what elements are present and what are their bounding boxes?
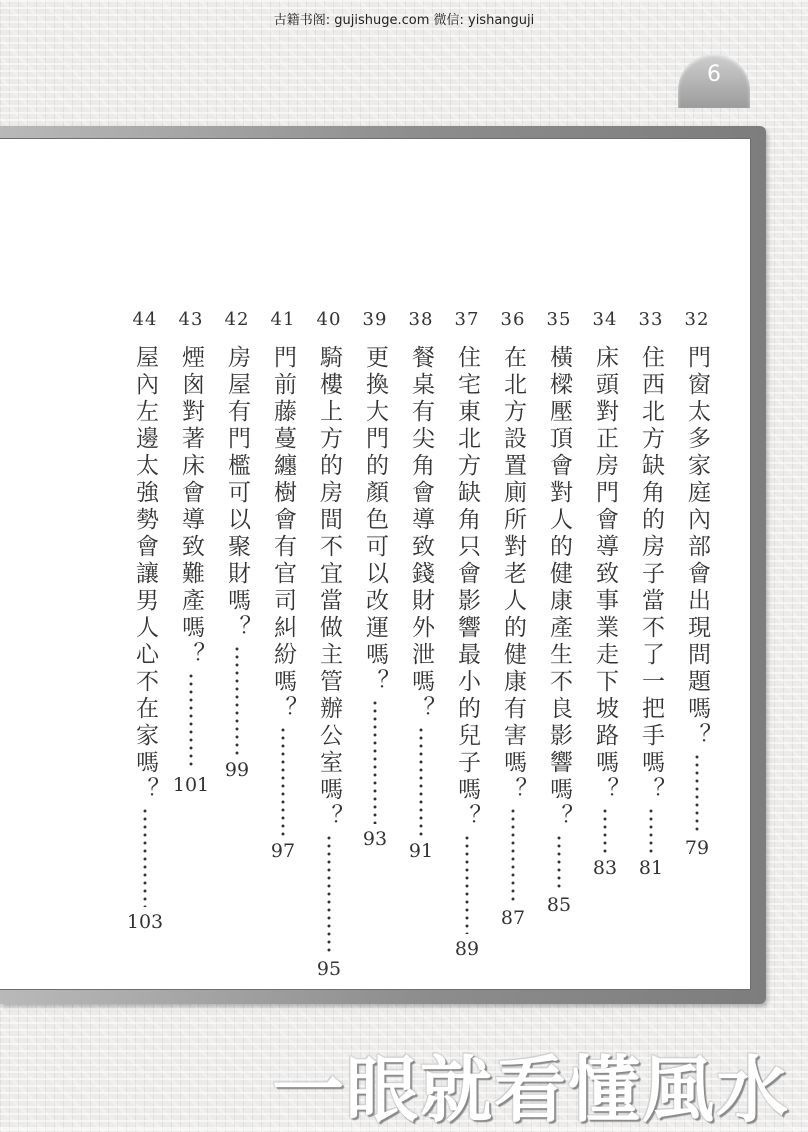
toc-entry-36 xyxy=(495,309,531,929)
toc-entry-page: 103 xyxy=(126,911,164,933)
toc-entry-page: 79 xyxy=(684,837,710,859)
toc-entry-title: 門窗太多家庭內部會出現問題嗎？ xyxy=(684,345,710,750)
toc-leader-dots xyxy=(143,807,147,907)
toc-entry-page: 81 xyxy=(638,857,664,879)
toc-entry-number: 41 xyxy=(270,309,296,330)
toc-entry-title: 門前藤蔓纏樹會有官司糾紛嗎？ xyxy=(270,345,296,723)
toc-entry-44 xyxy=(127,309,163,933)
toc-entry-35 xyxy=(541,309,577,916)
toc-entry-number: 36 xyxy=(500,309,526,330)
toc-entry-number: 38 xyxy=(408,309,434,330)
toc-leader-dots xyxy=(327,834,331,954)
toc-leader-dots xyxy=(695,753,699,833)
toc-entry-page: 93 xyxy=(362,828,388,850)
toc-entry-title: 住宅東北方缺角只會影響最小的兒子嗎？ xyxy=(454,345,480,831)
toc-leader-dots xyxy=(281,726,285,836)
toc-leader-dots xyxy=(373,699,377,824)
book-title: 一眼就看懂風水 xyxy=(272,1047,791,1132)
toc-entry-page: 89 xyxy=(454,938,480,960)
toc-panel xyxy=(0,138,751,990)
toc-leader-dots xyxy=(603,807,607,853)
toc-leader-dots xyxy=(649,807,653,853)
toc-entry-title: 屋內左邊太強勢會讓男人心不在家嗎？ xyxy=(132,345,158,804)
toc-entry-title: 更換大門的顏色可以改運嗎？ xyxy=(362,345,388,696)
toc-entry-title: 騎樓上方的房間不宜當做主管辦公室嗎？ xyxy=(316,345,342,831)
toc-entry-34 xyxy=(587,309,623,879)
page-number: 6 xyxy=(707,62,721,87)
toc-entry-40 xyxy=(311,309,347,980)
toc-entry-page: 101 xyxy=(172,774,210,796)
toc-leader-dots xyxy=(465,834,469,934)
toc-entry-number: 34 xyxy=(592,309,618,330)
toc-entry-38 xyxy=(403,309,439,862)
toc-entry-page: 83 xyxy=(592,857,618,879)
content-frame xyxy=(0,126,766,1004)
toc-entry-page: 95 xyxy=(316,958,342,980)
toc-entry-title: 在北方設置廁所對老人的健康有害嗎？ xyxy=(500,345,526,804)
toc-entry-32 xyxy=(679,309,715,859)
toc-entry-title: 餐桌有尖角會導致錢財外泄嗎？ xyxy=(408,345,434,723)
toc-entry-title: 煙囪對著床會導致難產嗎？ xyxy=(178,345,204,669)
toc-leader-dots xyxy=(189,672,193,770)
toc-leader-dots xyxy=(511,807,515,903)
toc-entry-number: 33 xyxy=(638,309,664,330)
toc-entry-page: 97 xyxy=(270,840,296,862)
toc-entry-title: 橫樑壓頂會對人的健康產生不良影響嗎？ xyxy=(546,345,572,831)
toc-entry-37 xyxy=(449,309,485,960)
toc-entry-number: 43 xyxy=(178,309,204,330)
toc-entry-42 xyxy=(219,309,255,781)
toc-leader-dots xyxy=(557,834,561,890)
toc-entry-33 xyxy=(633,309,669,879)
watermark-text: 古籍书阁: gujishuge.com 微信: yishanguji xyxy=(273,13,535,28)
toc-leader-dots xyxy=(419,726,423,836)
toc-entry-number: 37 xyxy=(454,309,480,330)
toc-entry-43 xyxy=(173,309,209,796)
toc-entry-number: 32 xyxy=(684,309,710,330)
toc-entry-page: 87 xyxy=(500,907,526,929)
toc-entry-41 xyxy=(265,309,301,862)
toc-entry-title: 房屋有門檻可以聚財嗎？ xyxy=(224,345,250,642)
toc-entry-number: 42 xyxy=(224,309,250,330)
toc-entry-39 xyxy=(357,309,393,850)
toc-entry-title: 住西北方缺角的房子當不了一把手嗎？ xyxy=(638,345,664,804)
toc-entry-number: 39 xyxy=(362,309,388,330)
toc-entry-number: 35 xyxy=(546,309,572,330)
toc-entry-page: 85 xyxy=(546,894,572,916)
toc-entry-number: 40 xyxy=(316,309,342,330)
toc-leader-dots xyxy=(235,645,239,755)
toc-entry-title: 床頭對正房門會導致事業走下坡路嗎？ xyxy=(592,345,618,804)
toc-entry-page: 91 xyxy=(408,840,434,862)
page-number-tab xyxy=(678,54,750,108)
toc-entry-page: 99 xyxy=(224,759,250,781)
toc-entry-number: 44 xyxy=(132,309,158,330)
